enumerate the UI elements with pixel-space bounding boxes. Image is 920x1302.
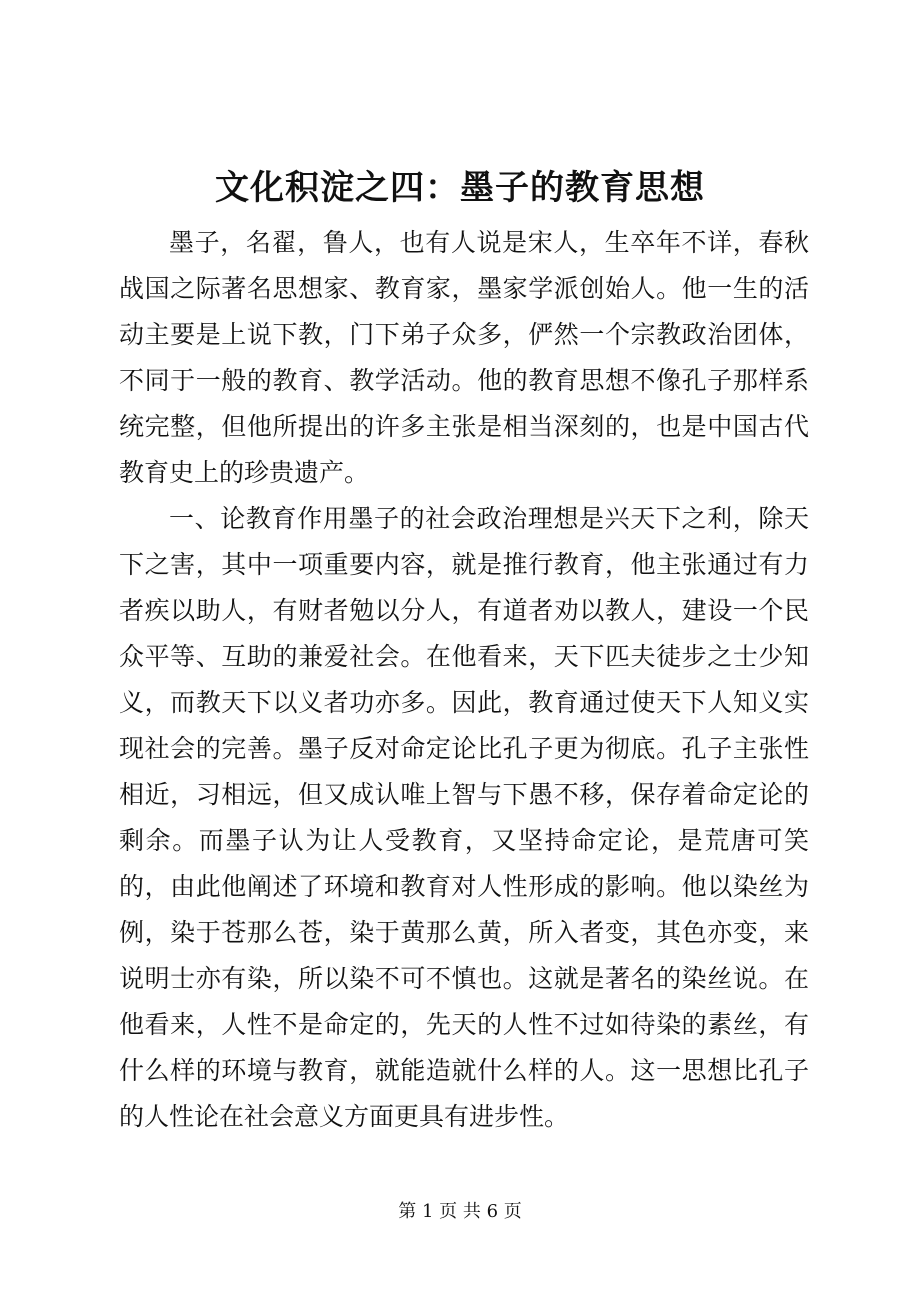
- document-body: [119, 220, 809, 1140]
- paragraph-intro: 墨子，名翟，鲁人，也有人说是宋人，生卒年不详，春秋战国之际著名思想家、教育家，墨家学派创始人。他一生的活动主要是上说下教，门下弟子众多，俨然一个宗教政治团体，不同于一般的教育、教学活动。他的教育思想不像孔子那样系统完整，但他所提出的许多主张是相当深刻的，也是中国古代教育史上的珍贵遗产。: [119, 228, 809, 487]
- paragraph-education-role: 一、论教育作用墨子的社会政治理想是兴天下之利，除天下之害，其中一项重要内容，就是推行教育，他主张通过有力者疾以助人，有财者勉以分人，有道者劝以教人，建设一个民众平等、互助的兼爱社会。在他看来，天下匹夫徒步之士少知义，而教天下以义者功亦多。因此，教育通过使天下人知义实现社会的完善。墨子反对命定论比孔子更为彻底。孔子主张性相近，习相远，但又成认唯上智与下愚不移，保存着命定论的剩余。而墨子认为让人受教育，又坚持命定论，是荒唐可笑的，由此他阐述了环境和教育对人性形成的影响。他以染丝为例，染于苍那么苍，染于黄那么黄，所入者变，其色亦变，来说明士亦有染，所以染不可不慎也。这就是著名的染丝说。在他看来，人性不是命定的，先天的人性不过如待染的素丝，有什么样的环境与教育，就能造就什么样的人。这一思想比孔子的人性论在社会意义方面更具有进步性。: [119, 504, 809, 1131]
- page-footer: 第 1 页 共 6 页: [398, 1201, 522, 1222]
- document-title: 文化积淀之四：墨子的教育思想: [215, 168, 705, 208]
